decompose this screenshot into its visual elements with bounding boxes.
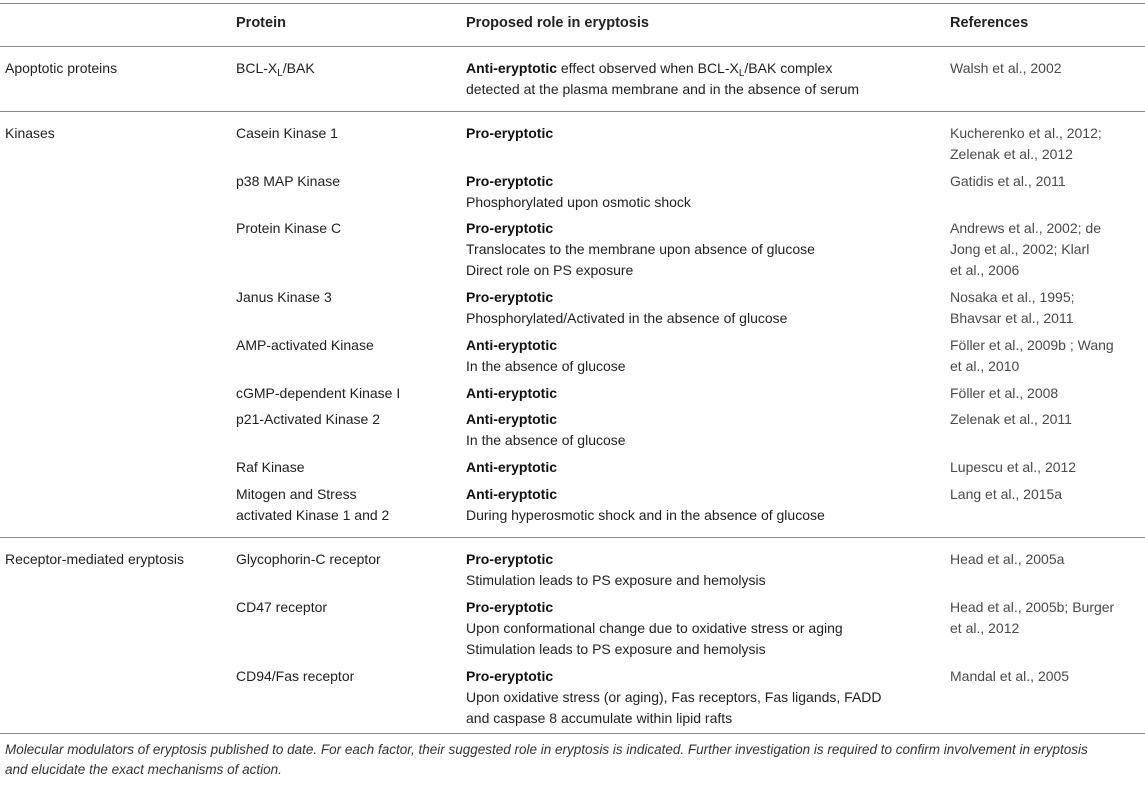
role-amp-activated-kinase: Anti-eryptotic In the absence of glucose [466, 337, 626, 374]
table-caption: Molecular modulators of eryptosis published to date. For each factor, their suggested role in eryptosis is indicated. Further investigation is required to confirm involvement in eryptosis and elucidate the exact mechanisms of action. [5, 742, 1088, 777]
ref-janus-kinase-3: Nosaka et al., 1995; Bhavsar et al., 2011 [950, 289, 1075, 326]
role-cgmp-dependent-kinase-i: Anti-eryptotic [466, 385, 557, 401]
protein-casein-kinase-1: Casein Kinase 1 [236, 125, 338, 141]
ref-bclxl-bak: Walsh et al., 2002 [950, 60, 1062, 76]
header-protein: Protein [236, 15, 286, 31]
ref-amp-activated-kinase: Föller et al., 2009b ; Wang et al., 2010 [950, 337, 1114, 374]
protein-protein-kinase-c: Protein Kinase C [236, 220, 342, 236]
header-rule [0, 46, 1145, 47]
role-janus-kinase-3: Pro-eryptotic Phosphorylated/Activated in the absence of glucose [466, 289, 788, 326]
ref-glycophorin-c-receptor: Head et al., 2005a [950, 551, 1065, 567]
role-raf-kinase: Anti-eryptotic [466, 459, 557, 475]
protein-raf-kinase: Raf Kinase [236, 459, 305, 475]
header-references: References [950, 15, 1029, 31]
bottom-rule [0, 733, 1145, 734]
ref-protein-kinase-c: Andrews et al., 2002; de Jong et al., 2002; Klarl et al., 2006 [950, 220, 1101, 278]
category-apoptotic-proteins: Apoptotic proteins [5, 60, 118, 76]
ref-p38-map-kinase: Gatidis et al., 2011 [950, 173, 1066, 189]
role-p21-activated-kinase-2: Anti-eryptotic In the absence of glucose [466, 411, 626, 448]
section-rule-1 [0, 111, 1145, 112]
protein-janus-kinase-3: Janus Kinase 3 [236, 289, 332, 305]
section-rule-2 [0, 537, 1145, 538]
protein-p38-map-kinase: p38 MAP Kinase [236, 173, 341, 189]
ref-casein-kinase-1: Kucherenko et al., 2012; Zelenak et al., 2012 [950, 125, 1102, 162]
role-cd47-receptor: Pro-eryptotic Upon conformational change due to oxidative stress or aging Stimulation leads to PS exposure and hemolysis [466, 599, 843, 657]
header-role: Proposed role in eryptosis [466, 15, 649, 31]
protein-msk-1-and-2: Mitogen and Stress activated Kinase 1 and 2 [236, 486, 390, 523]
role-casein-kinase-1: Pro-eryptotic [466, 125, 554, 141]
ref-p21-activated-kinase-2: Zelenak et al., 2011 [950, 411, 1072, 427]
category-receptor-mediated-eryptosis: Receptor-mediated eryptosis [5, 551, 184, 567]
role-bclxl-bak: Anti-eryptotic effect observed when BCL-$X_L$/BAK complex detected at the plasma membrane and in the absence of serum [466, 60, 860, 97]
protein-cgmp-dependent-kinase-i: cGMP-dependent Kinase I [236, 385, 401, 401]
protein-bclxl-bak: BCL-$X_L$/BAK [236, 60, 315, 79]
role-msk-1-and-2: Anti-eryptotic During hyperosmotic shock and in the absence of glucose [466, 486, 825, 523]
ref-cgmp-dependent-kinase-i: Föller et al., 2008 [950, 385, 1059, 401]
role-protein-kinase-c: Pro-eryptotic Translocates to the membrane upon absence of glucose Direct role on PS exposure [466, 220, 815, 278]
ref-raf-kinase: Lupescu et al., 2012 [950, 459, 1077, 475]
role-cd94-fas-receptor: Pro-eryptotic Upon oxidative stress (or aging), Fas receptors, Fas ligands, FADD and caspase 8 accumulate within lipid rafts [466, 668, 882, 726]
role-p38-map-kinase: Pro-eryptotic Phosphorylated upon osmotic shock [466, 173, 691, 210]
protein-amp-activated-kinase: AMP-activated Kinase [236, 337, 374, 353]
top-rule [0, 3, 1145, 4]
protein-cd47-receptor: CD47 receptor [236, 599, 328, 615]
ref-cd47-receptor: Head et al., 2005b; Burger et al., 2012 [950, 599, 1115, 636]
category-kinases: Kinases [5, 125, 55, 141]
ref-msk-1-and-2: Lang et al., 2015a [950, 486, 1063, 502]
role-glycophorin-c-receptor: Pro-eryptotic Stimulation leads to PS exposure and hemolysis [466, 551, 766, 588]
ref-cd94-fas-receptor: Mandal et al., 2005 [950, 668, 1070, 684]
protein-p21-activated-kinase-2: p21-Activated Kinase 2 [236, 411, 380, 427]
protein-glycophorin-c-receptor: Glycophorin-C receptor [236, 551, 381, 567]
protein-cd94-fas-receptor: CD94/Fas receptor [236, 668, 355, 684]
